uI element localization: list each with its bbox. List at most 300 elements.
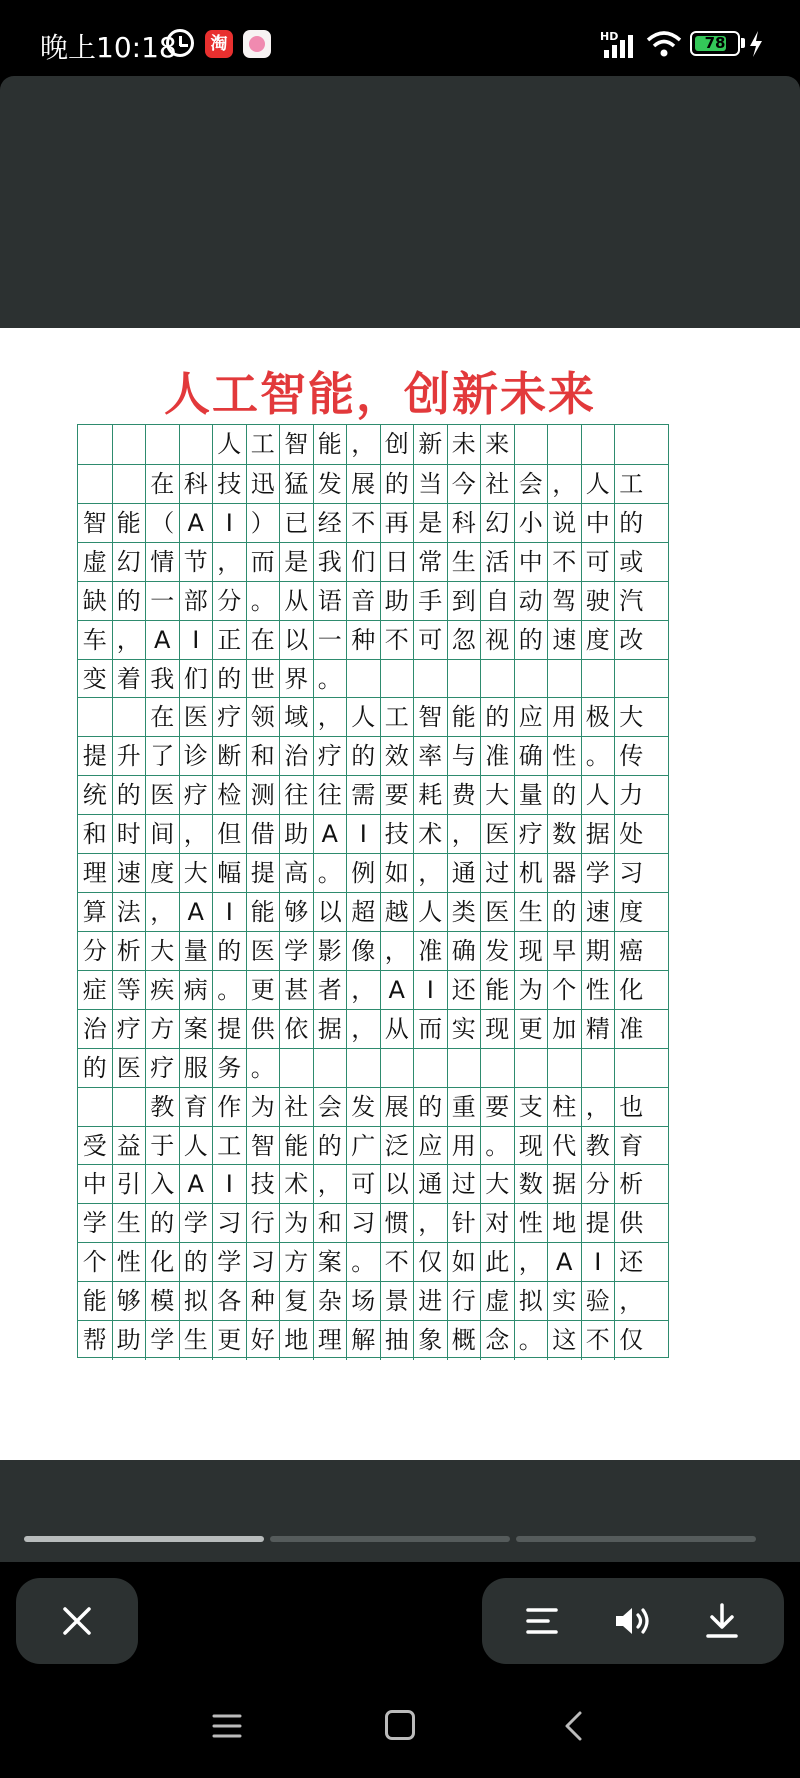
- grid-cell: 猛: [279, 465, 313, 504]
- grid-cell: I: [413, 971, 447, 1010]
- grid-cell: 。: [480, 1127, 514, 1166]
- grid-cell: 抽: [380, 1321, 414, 1360]
- grid-cell: 能: [112, 504, 146, 543]
- grid-cell: 会: [514, 465, 548, 504]
- grid-cell: [145, 425, 179, 464]
- grid-cell: 助: [112, 1321, 146, 1360]
- grid-row: [78, 775, 668, 814]
- grid-cell: [614, 1049, 648, 1088]
- grid-cell: 大: [614, 698, 648, 737]
- grid-row: [78, 1203, 668, 1242]
- grid-cell: 通: [413, 1165, 447, 1204]
- grid-cell: 疗: [514, 815, 548, 854]
- grid-cell: [447, 660, 481, 699]
- grid-cell: [112, 425, 146, 464]
- grid-cell: 语: [313, 582, 347, 621]
- grid-cell: 人: [413, 893, 447, 932]
- grid-cell: 复: [279, 1282, 313, 1321]
- grid-cell: [112, 1088, 146, 1127]
- grid-cell: 用: [547, 698, 581, 737]
- grid-cell: 医: [246, 932, 280, 971]
- grid-cell: ，: [313, 698, 347, 737]
- grid-cell: 的: [547, 776, 581, 815]
- grid-cell: 的: [82, 1053, 107, 1082]
- grid-cell: 此: [480, 1243, 514, 1282]
- grid-cell: 工: [614, 465, 648, 504]
- grid-cell: 疗: [145, 1049, 179, 1088]
- grid-cell: 大: [480, 1165, 514, 1204]
- grid-cell: 以: [313, 893, 347, 932]
- grid-cell: 代: [547, 1127, 581, 1166]
- grid-cell: 案: [313, 1243, 347, 1282]
- grid-cell: 性: [112, 1243, 146, 1282]
- grid-cell: 仅: [413, 1243, 447, 1282]
- grid-cell: 重: [447, 1088, 481, 1127]
- grid-cell: 一: [313, 621, 347, 660]
- grid-cell: [581, 425, 615, 464]
- grid-cell: 升: [112, 737, 146, 776]
- grid-cell: 诊: [179, 737, 213, 776]
- grid-cell: 实: [547, 1282, 581, 1321]
- grid-cell: 的: [547, 893, 581, 932]
- grid-row: [78, 1164, 668, 1203]
- grid-cell: 科: [447, 504, 481, 543]
- grid-cell: 速: [112, 854, 146, 893]
- speaker-icon[interactable]: [613, 1604, 653, 1638]
- grid-cell: 数: [514, 1165, 548, 1204]
- grid-cell: 未: [447, 425, 481, 464]
- grid-cell: 学: [212, 1243, 246, 1282]
- page-indicator-segment: [516, 1536, 756, 1542]
- grid-cell: 音: [346, 582, 380, 621]
- grid-cell: [547, 1049, 581, 1088]
- grid-cell: 学: [179, 1204, 213, 1243]
- grid-cell: 医: [112, 1049, 146, 1088]
- grid-cell: 供: [246, 1010, 280, 1049]
- grid-cell: 。: [581, 737, 615, 776]
- grid-cell: 疗: [212, 698, 246, 737]
- grid-cell: 够: [279, 893, 313, 932]
- grid-cell: 影: [313, 932, 347, 971]
- grid-cell: 的: [212, 932, 246, 971]
- grid-cell: ，: [313, 1165, 347, 1204]
- grid-cell: 性: [581, 971, 615, 1010]
- grid-cell: 们: [346, 543, 380, 582]
- grid-cell: 分: [212, 582, 246, 621]
- grid-cell: 类: [447, 893, 481, 932]
- grid-cell: 幅: [212, 854, 246, 893]
- close-button[interactable]: [16, 1578, 138, 1664]
- grid-cell: 柱: [547, 1088, 581, 1127]
- grid-cell: 的: [112, 776, 146, 815]
- grid-cell: 而: [413, 1010, 447, 1049]
- grid-row: [78, 970, 668, 1009]
- grid-cell: 教: [581, 1127, 615, 1166]
- grid-cell: 提: [82, 742, 107, 771]
- grid-cell: 断: [212, 737, 246, 776]
- grid-cell: 育: [179, 1088, 213, 1127]
- grid-cell: 度: [145, 854, 179, 893]
- grid-cell: 化: [614, 971, 648, 1010]
- grid-cell: 工: [246, 425, 280, 464]
- grid-cell: 的: [112, 582, 146, 621]
- grid-cell: I: [212, 893, 246, 932]
- action-group: [482, 1578, 784, 1664]
- grid-cell: 变: [82, 664, 107, 693]
- grid-cell: 广: [346, 1127, 380, 1166]
- grid-cell: [614, 425, 648, 464]
- grid-cell: 方: [279, 1243, 313, 1282]
- grid-cell: 各: [212, 1282, 246, 1321]
- grid-cell: 提: [246, 854, 280, 893]
- grid-cell: 能: [447, 698, 481, 737]
- grid-cell: 中: [514, 543, 548, 582]
- grid-cell: 中: [82, 1170, 107, 1199]
- grid-cell: [279, 1049, 313, 1088]
- grid-cell: 节: [179, 543, 213, 582]
- grid-cell: [313, 1049, 347, 1088]
- grid-cell: [547, 660, 581, 699]
- grid-cell: 和: [246, 737, 280, 776]
- grid-cell: 实: [447, 1010, 481, 1049]
- grid-cell: 者: [313, 971, 347, 1010]
- grid-cell: 疗: [112, 1010, 146, 1049]
- grid-cell: 展: [380, 1088, 414, 1127]
- grid-cell: 当: [413, 465, 447, 504]
- grid-cell: 概: [447, 1321, 481, 1360]
- grid-row: [78, 542, 668, 581]
- grid-row: [78, 659, 668, 698]
- grid-cell: 据: [581, 815, 615, 854]
- grid-cell: 还: [447, 971, 481, 1010]
- grid-cell: 分: [581, 1165, 615, 1204]
- document-image[interactable]: [0, 328, 800, 1460]
- grid-cell: 验: [581, 1282, 615, 1321]
- grid-cell: 人: [581, 776, 615, 815]
- grid-cell: 好: [246, 1321, 280, 1360]
- grid-cell: 的: [514, 621, 548, 660]
- grid-cell: 等: [112, 971, 146, 1010]
- grid-cell: 智: [279, 425, 313, 464]
- grid-cell: 们: [179, 660, 213, 699]
- grid-cell: A: [179, 893, 213, 932]
- grid-cell: 疾: [145, 971, 179, 1010]
- system-nav-bar: [0, 1680, 800, 1778]
- grid-row: [78, 892, 668, 931]
- recent-apps-icon[interactable]: [212, 1712, 242, 1740]
- image-viewer[interactable]: [0, 76, 800, 1562]
- grid-cell: 不: [380, 621, 414, 660]
- grid-cell: 提: [212, 1010, 246, 1049]
- signal-icon: [604, 34, 638, 58]
- status-bar: [0, 0, 800, 80]
- grid-cell: 驶: [581, 582, 615, 621]
- grid-cell: A: [547, 1243, 581, 1282]
- grid-cell: 域: [279, 698, 313, 737]
- grid-cell: 缺: [82, 586, 107, 615]
- grid-cell: 益: [112, 1127, 146, 1166]
- grid-cell: 为: [246, 1088, 280, 1127]
- download-icon[interactable]: [704, 1602, 740, 1640]
- app-notification-icon: [243, 30, 271, 58]
- grid-row: [78, 1087, 668, 1126]
- grid-cell: 的: [413, 1088, 447, 1127]
- grid-cell: 的: [380, 465, 414, 504]
- grid-row: [78, 425, 668, 464]
- grid-cell: 可: [413, 621, 447, 660]
- grid-cell: 要: [380, 776, 414, 815]
- grid-cell: 如: [380, 854, 414, 893]
- grid-cell: [346, 660, 380, 699]
- grid-row: [78, 931, 668, 970]
- grid-cell: 化: [145, 1243, 179, 1282]
- grid-cell: 。: [313, 854, 347, 893]
- grid-cell: 精: [581, 1010, 615, 1049]
- grid-cell: 与: [447, 737, 481, 776]
- grid-cell: 人: [179, 1127, 213, 1166]
- grid-cell: 展: [346, 465, 380, 504]
- grid-cell: 的: [313, 1127, 347, 1166]
- grid-cell: 技: [212, 465, 246, 504]
- grid-cell: 。: [246, 1049, 280, 1088]
- taobao-notification-icon: 淘: [205, 30, 233, 58]
- grid-cell: 视: [480, 621, 514, 660]
- grid-cell: 小: [514, 504, 548, 543]
- grid-cell: [480, 1049, 514, 1088]
- grid-cell: 数: [547, 815, 581, 854]
- grid-cell: 虚: [480, 1282, 514, 1321]
- grid-cell: 更: [212, 1321, 246, 1360]
- grid-row: [78, 1281, 668, 1320]
- grid-cell: I: [212, 504, 246, 543]
- alarm-icon: [166, 29, 194, 57]
- grid-cell: 析: [614, 1165, 648, 1204]
- grid-cell: 活: [480, 543, 514, 582]
- home-icon[interactable]: [385, 1710, 415, 1740]
- grid-cell: 高: [279, 854, 313, 893]
- grid-cell: 可: [346, 1165, 380, 1204]
- grid-cell: 车: [82, 625, 107, 654]
- grid-cell: 案: [179, 1010, 213, 1049]
- grid-cell: 的: [179, 1243, 213, 1282]
- grid-cell: ，: [581, 1088, 615, 1127]
- grid-cell: 新: [413, 425, 447, 464]
- grid-cell: I: [581, 1243, 615, 1282]
- grid-cell: 说: [547, 504, 581, 543]
- grid-cell: 往: [313, 776, 347, 815]
- grid-cell: 创: [380, 425, 414, 464]
- grid-cell: 。: [346, 1243, 380, 1282]
- grid-cell: 现: [480, 1010, 514, 1049]
- grid-cell: 汽: [614, 582, 648, 621]
- grid-cell: [614, 660, 648, 699]
- grid-cell: 生: [447, 543, 481, 582]
- grid-cell: ）: [246, 504, 280, 543]
- grid-row: [78, 503, 668, 542]
- grid-cell: 一: [145, 582, 179, 621]
- grid-cell: 拟: [514, 1282, 548, 1321]
- grid-cell: 解: [346, 1321, 380, 1360]
- menu-icon[interactable]: [526, 1606, 558, 1636]
- grid-cell: 通: [447, 854, 481, 893]
- grid-cell: 泛: [380, 1127, 414, 1166]
- grid-cell: 法: [112, 893, 146, 932]
- grid-cell: ，: [212, 543, 246, 582]
- grid-cell: 人: [581, 465, 615, 504]
- grid-row: [78, 1242, 668, 1281]
- grid-cell: 病: [179, 971, 213, 1010]
- grid-cell: 或: [614, 543, 648, 582]
- grid-cell: 性: [514, 1204, 548, 1243]
- grid-cell: 是: [413, 504, 447, 543]
- grid-cell: 准: [413, 932, 447, 971]
- grid-cell: 经: [313, 504, 347, 543]
- grid-cell: 个: [547, 971, 581, 1010]
- grid-cell: 工: [380, 698, 414, 737]
- grid-cell: 间: [145, 815, 179, 854]
- grid-cell: 可: [581, 543, 615, 582]
- grid-cell: 大: [480, 776, 514, 815]
- grid-cell: 力: [614, 776, 648, 815]
- grid-cell: [413, 660, 447, 699]
- grid-cell: 的: [346, 737, 380, 776]
- grid-cell: 要: [480, 1088, 514, 1127]
- grid-cell: 症: [82, 975, 107, 1004]
- grid-cell: 工: [212, 1127, 246, 1166]
- grid-cell: 生: [179, 1321, 213, 1360]
- grid-cell: 能: [246, 893, 280, 932]
- grid-cell: 的: [480, 698, 514, 737]
- grid-cell: 术: [413, 815, 447, 854]
- page-indicator-segment: [270, 1536, 510, 1542]
- grid-cell: 服: [179, 1049, 213, 1088]
- grid-cell: A: [145, 621, 179, 660]
- grid-cell: 检: [212, 776, 246, 815]
- grid-cell: 术: [279, 1165, 313, 1204]
- grid-cell: 忽: [447, 621, 481, 660]
- grid-cell: 早: [547, 932, 581, 971]
- grid-cell: 如: [447, 1243, 481, 1282]
- grid-cell: 种: [246, 1282, 280, 1321]
- grid-cell: [514, 1049, 548, 1088]
- grid-cell: 个: [82, 1248, 107, 1277]
- grid-cell: 率: [413, 737, 447, 776]
- grid-cell: 发: [480, 932, 514, 971]
- grid-cell: 习: [246, 1243, 280, 1282]
- grid-cell: ，: [514, 1243, 548, 1282]
- grid-cell: 疗: [179, 776, 213, 815]
- grid-row: [78, 697, 668, 736]
- grid-cell: 确: [514, 737, 548, 776]
- grid-cell: 正: [212, 621, 246, 660]
- grid-cell: 还: [614, 1243, 648, 1282]
- grid-cell: 仅: [614, 1321, 648, 1360]
- grid-cell: 理: [313, 1321, 347, 1360]
- grid-cell: 统: [82, 781, 107, 810]
- grid-cell: 情: [145, 543, 179, 582]
- document-title: 人工智能，创新未来: [164, 367, 596, 421]
- grid-cell: 发: [346, 1088, 380, 1127]
- grid-cell: 迅: [246, 465, 280, 504]
- grid-cell: 算: [82, 898, 107, 926]
- grid-cell: [514, 425, 548, 464]
- grid-cell: ，: [547, 465, 581, 504]
- grid-row: [78, 1126, 668, 1165]
- grid-cell: 而: [246, 543, 280, 582]
- grid-cell: 器: [547, 854, 581, 893]
- grid-cell: 分: [82, 936, 107, 965]
- grid-cell: ，: [614, 1282, 648, 1321]
- grid-cell: 治: [279, 737, 313, 776]
- grid-cell: A: [380, 971, 414, 1010]
- grid-paper: [77, 424, 669, 1358]
- grid-cell: 速: [581, 893, 615, 932]
- grid-cell: 耗: [413, 776, 447, 815]
- grid-cell: 着: [112, 660, 146, 699]
- grid-cell: 和: [82, 820, 107, 849]
- grid-cell: 我: [145, 660, 179, 699]
- grid-cell: 析: [112, 932, 146, 971]
- close-icon: [62, 1606, 92, 1636]
- grid-cell: 加: [547, 1010, 581, 1049]
- grid-cell: 于: [145, 1127, 179, 1166]
- grid-cell: 在: [145, 698, 179, 737]
- page-indicator-segment: [24, 1536, 264, 1542]
- grid-cell: 入: [145, 1165, 179, 1204]
- back-icon[interactable]: [562, 1710, 584, 1742]
- grid-cell: 能: [279, 1127, 313, 1166]
- grid-cell: 生: [112, 1204, 146, 1243]
- grid-cell: 能: [82, 1287, 107, 1316]
- grid-cell: A: [179, 504, 213, 543]
- grid-cell: 助: [279, 815, 313, 854]
- grid-cell: 驾: [547, 582, 581, 621]
- grid-cell: 智: [246, 1127, 280, 1166]
- grid-cell: [480, 660, 514, 699]
- grid-cell: 能: [480, 971, 514, 1010]
- grid-cell: 务: [212, 1049, 246, 1088]
- grid-cell: 需: [346, 776, 380, 815]
- grid-cell: 再: [380, 504, 414, 543]
- grid-cell: 癌: [614, 932, 648, 971]
- grid-cell: 育: [614, 1127, 648, 1166]
- grid-cell: 量: [179, 932, 213, 971]
- grid-cell: 地: [279, 1321, 313, 1360]
- grid-cell: I: [179, 621, 213, 660]
- grid-cell: [78, 465, 112, 504]
- grid-cell: 虚: [82, 547, 107, 576]
- grid-cell: 。: [313, 660, 347, 699]
- grid-cell: 学: [279, 932, 313, 971]
- grid-cell: [112, 465, 146, 504]
- grid-cell: [346, 1049, 380, 1088]
- grid-cell: 模: [145, 1282, 179, 1321]
- grid-cell: [179, 425, 213, 464]
- grid-cell: [413, 1049, 447, 1088]
- grid-cell: I: [212, 1165, 246, 1204]
- grid-cell: [547, 425, 581, 464]
- grid-cell: A: [313, 815, 347, 854]
- grid-cell: 医: [480, 815, 514, 854]
- hd-label: HD: [600, 30, 619, 43]
- grid-cell: 助: [380, 582, 414, 621]
- grid-cell: 过: [480, 854, 514, 893]
- wifi-icon: [646, 30, 682, 58]
- grid-row: [78, 736, 668, 775]
- grid-cell: 界: [279, 660, 313, 699]
- grid-cell: 行: [246, 1204, 280, 1243]
- grid-cell: 种: [346, 621, 380, 660]
